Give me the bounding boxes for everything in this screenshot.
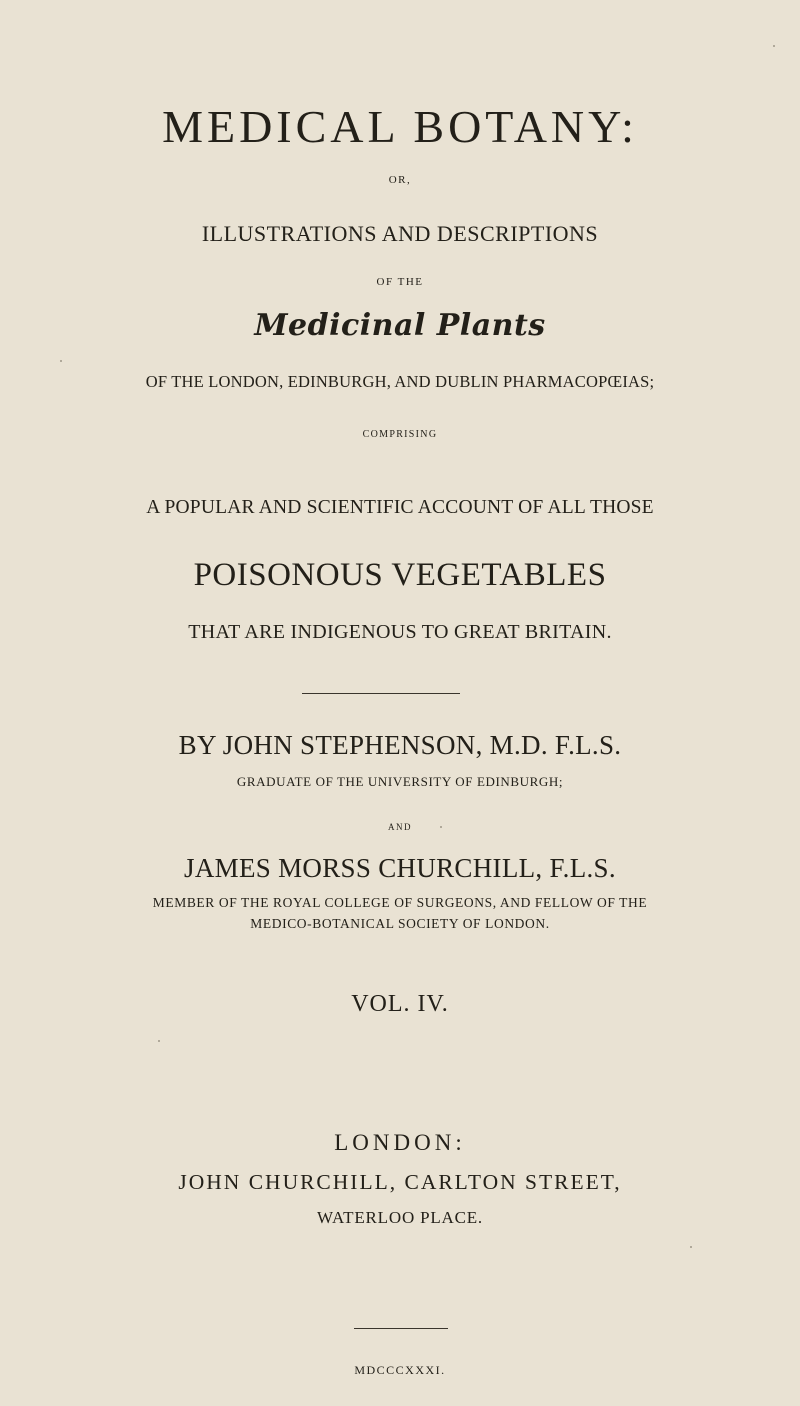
- and-connector: AND: [388, 822, 412, 832]
- main-title: MEDICAL BOTANY:: [162, 101, 638, 152]
- volume-number: VOL. IV.: [351, 991, 449, 1017]
- paper-speck: [440, 826, 442, 828]
- or-connector: OR,: [388, 174, 412, 186]
- imprint-divider-rule: [354, 1328, 448, 1329]
- author-churchill-credentials-line2: MEDICO-BOTANICAL SOCIETY OF LONDON.: [250, 916, 550, 931]
- imprint-city: LONDON:: [334, 1130, 466, 1155]
- divider-rule: [302, 693, 460, 694]
- author-stephenson: BY JOHN STEPHENSON, M.D. F.L.S.: [178, 730, 622, 760]
- author-stephenson-credentials: GRADUATE OF THE UNIVERSITY OF EDINBURGH;: [236, 774, 564, 789]
- of-the-connector: OF THE: [376, 276, 424, 288]
- publication-date: MDCCCXXXI.: [354, 1363, 446, 1377]
- medicinal-plants-heading: Medicinal Plants: [254, 308, 546, 343]
- popular-account-line: A POPULAR AND SCIENTIFIC ACCOUNT OF ALL THOSE: [146, 497, 654, 518]
- author-churchill-credentials-line1: MEMBER OF THE ROYAL COLLEGE OF SURGEONS, AND FELLOW OF THE: [152, 895, 648, 910]
- indigenous-line: THAT ARE INDIGENOUS TO GREAT BRITAIN.: [188, 621, 612, 643]
- paper-speck: [158, 1040, 160, 1042]
- poisonous-vegetables-heading: POISONOUS VEGETABLES: [193, 557, 607, 593]
- subtitle: ILLUSTRATIONS AND DESCRIPTIONS: [201, 221, 599, 246]
- paper-speck: [690, 1246, 692, 1248]
- author-churchill: JAMES MORSS CHURCHILL, F.L.S.: [184, 853, 616, 883]
- paper-speck: [773, 45, 775, 47]
- imprint-place: WATERLOO PLACE.: [317, 1208, 483, 1227]
- pharmacopoeias-line: OF THE LONDON, EDINBURGH, AND DUBLIN PHARMACOPŒIAS;: [145, 372, 655, 391]
- paper-speck: [60, 360, 62, 362]
- imprint-publisher: JOHN CHURCHILL, CARLTON STREET,: [178, 1170, 622, 1194]
- comprising-connector: COMPRISING: [362, 429, 438, 440]
